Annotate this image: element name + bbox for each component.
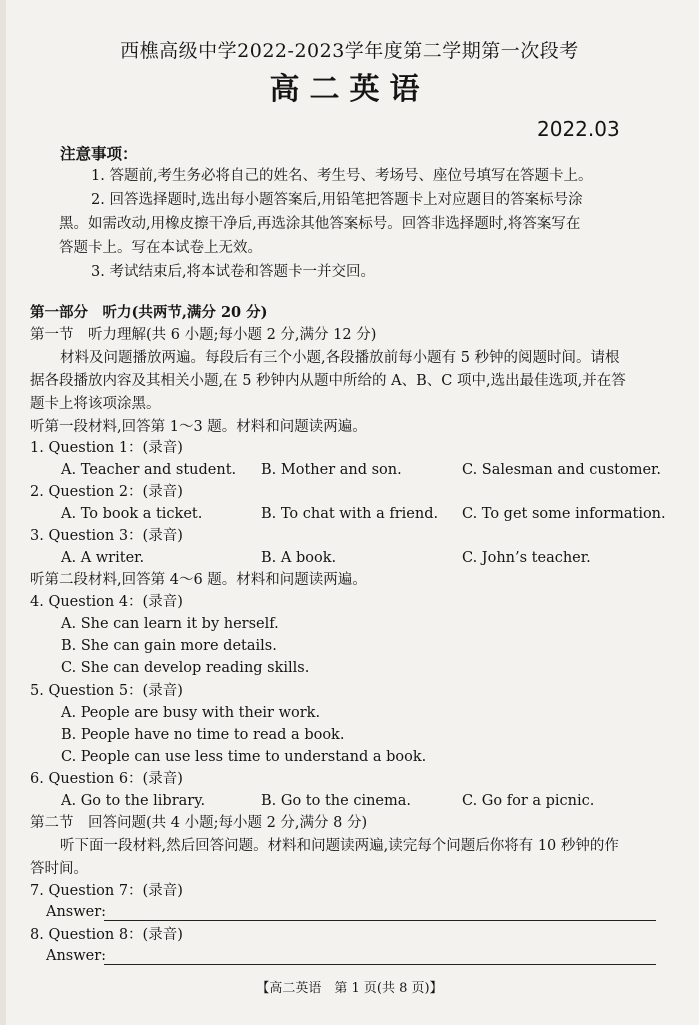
page-footer: 【高二英语 第 1 页(共 8 页)】 — [256, 981, 443, 996]
notice-item-1: 1. 答题前,考生务必将自己的姓名、考生号、考场号、座位号填写在答题卡上。 — [91, 168, 593, 184]
notice-item-3: 3. 考试结束后,将本试卷和答题卡一并交回。 — [91, 264, 376, 280]
option-b: B. Mother and son. — [261, 462, 402, 478]
question-stem: 8. Question 8：(录音) — [30, 927, 183, 943]
question-stem: 5. Question 5：(录音) — [30, 683, 183, 699]
option-a: A. A writer. — [61, 550, 145, 566]
section2-description: 答时间。 — [30, 861, 88, 877]
answer-line — [104, 964, 656, 965]
notice-item-2-cont: 答题卡上。写在本试卷上无效。 — [59, 240, 262, 256]
option-a: A. People are busy with their work. — [61, 705, 321, 721]
option-b: B. To chat with a friend. — [261, 506, 439, 522]
material-2-instruction: 听第二段材料,回答第 4～6 题。材料和问题读两遍。 — [30, 572, 367, 588]
notice-item-2-cont: 黑。如需改动,用橡皮擦干净后,再选涂其他答案标号。回答非选择题时,将答案写在 — [59, 216, 581, 232]
question-stem: 1. Question 1：(录音) — [30, 440, 183, 456]
notice-item-2: 2. 回答选择题时,选出每小题答案后,用铅笔把答题卡上对应题目的答案标号涂 — [91, 192, 583, 208]
option-b: B. Go to the cinema. — [261, 793, 411, 809]
material-1-instruction: 听第一段材料,回答第 1～3 题。材料和问题读两遍。 — [30, 419, 367, 435]
answer-line — [104, 920, 656, 921]
option-b: B. She can gain more details. — [61, 638, 277, 654]
option-c: C. Go for a picnic. — [462, 793, 595, 809]
question-stem: 2. Question 2：(录音) — [30, 484, 183, 500]
question-stem: 3. Question 3：(录音) — [30, 528, 183, 544]
subject-title: 高二英语 — [269, 72, 430, 107]
option-a: A. She can learn it by herself. — [61, 616, 279, 632]
section2-description: 听下面一段材料,然后回答问题。材料和问题读两遍,读完每个问题后你将有 10 秒钟的作 — [60, 838, 619, 854]
section2-title: 第二节 回答问题(共 4 小题;每小题 2 分,满分 8 分) — [30, 815, 368, 831]
section1-description: 题卡上将该项涂黑。 — [30, 396, 161, 412]
scan-edge — [0, 0, 6, 1025]
option-c: C. John’s teacher. — [462, 550, 591, 566]
option-c: C. To get some information. — [462, 506, 666, 522]
question-stem: 4. Question 4：(录音) — [30, 594, 183, 610]
question-stem: 6. Question 6：(录音) — [30, 771, 183, 787]
part1-title: 第一部分 听力(共两节,满分 20 分) — [30, 304, 268, 321]
section1-description: 材料及问题播放两遍。每段后有三个小题,各段播放前每小题有 5 秒钟的阅题时间。请根 — [60, 350, 620, 366]
option-c: C. She can develop reading skills. — [61, 660, 310, 676]
option-b: B. People have no time to read a book. — [61, 727, 345, 743]
question-stem: 7. Question 7：(录音) — [30, 883, 183, 899]
answer-label: Answer: — [46, 948, 107, 964]
exam-date: 2022.03 — [537, 117, 620, 141]
notice-title: 注意事项： — [60, 144, 138, 163]
option-a: A. Teacher and student. — [61, 462, 237, 478]
option-a: A. Go to the library. — [61, 793, 206, 809]
answer-label: Answer: — [46, 904, 107, 920]
section1-description: 据各段播放内容及其相关小题,在 5 秒钟内从题中所给的 A、B、C 项中,选出最佳选项,并在答 — [30, 373, 626, 389]
option-c: C. People can use less time to understand a book. — [61, 749, 427, 765]
school-title: 西樵高级中学2022-2023学年度第二学期第一次段考 — [120, 40, 579, 62]
option-a: A. To book a ticket. — [61, 506, 203, 522]
section1-title: 第一节 听力理解(共 6 小题;每小题 2 分,满分 12 分) — [30, 327, 377, 343]
option-b: B. A book. — [261, 550, 337, 566]
option-c: C. Salesman and customer. — [462, 462, 661, 478]
